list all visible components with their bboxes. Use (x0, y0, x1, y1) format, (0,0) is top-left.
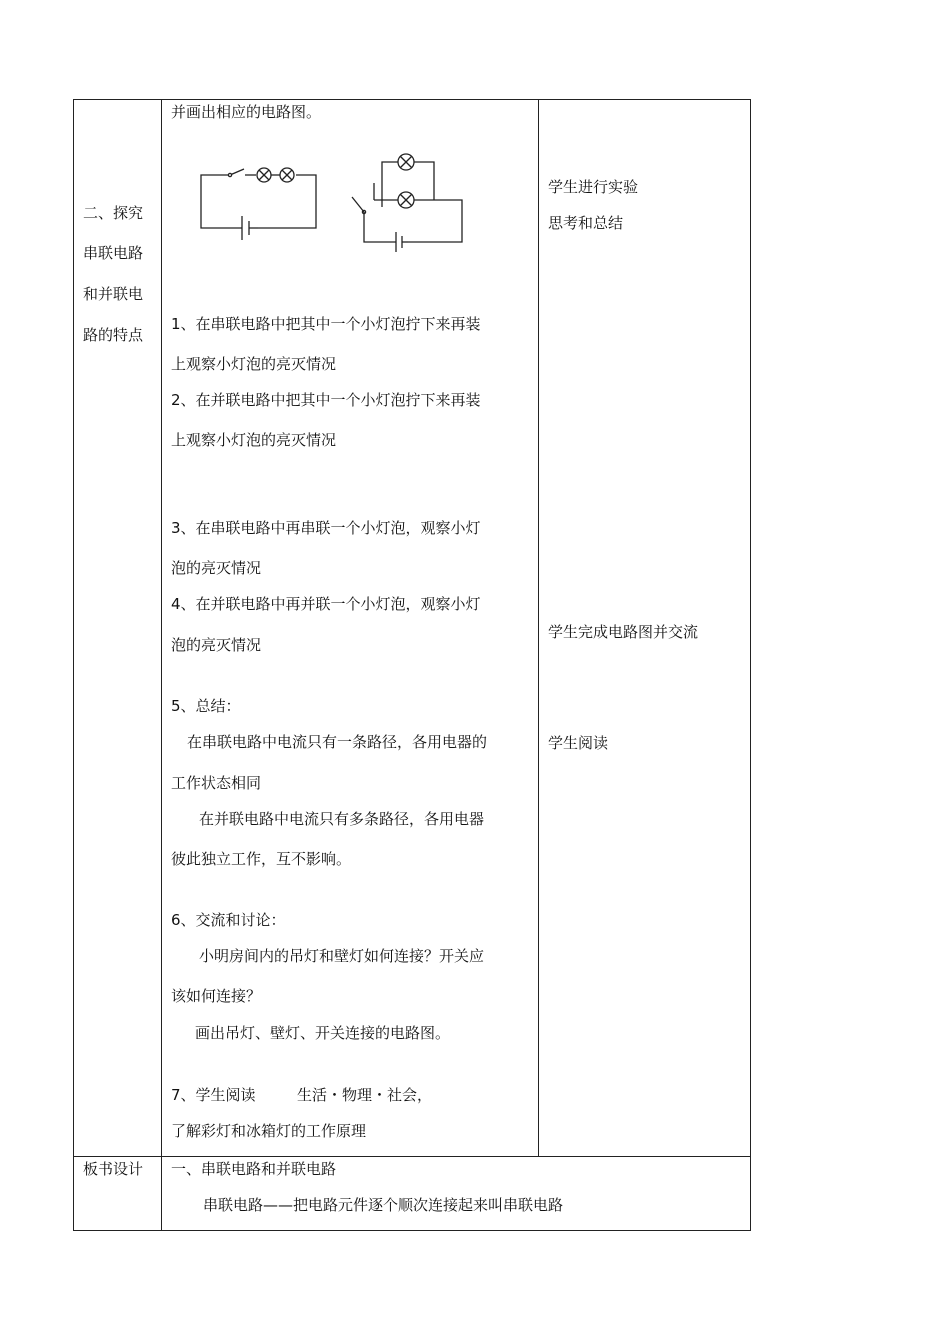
column-divider-1 (161, 99, 162, 1231)
intro-text: 并画出相应的电路图。 (171, 103, 322, 121)
column-divider-2 (538, 99, 539, 1157)
step-6-title: 6、交流和讨论： (171, 911, 286, 929)
series-circuit-diagram (196, 163, 326, 243)
step-4-line-1: 4、在并联电路中再并联一个小灯泡，观察小灯 (171, 595, 481, 613)
summary-parallel-line-2: 彼此独立工作，互不影响。 (171, 850, 352, 868)
step-3-line-1: 3、在串联电路中再串联一个小灯泡，观察小灯 (171, 519, 481, 537)
step-7-label: 7、学生阅读 (171, 1086, 256, 1104)
section-label-line-1: 二、探究 (83, 204, 144, 222)
step-5-title: 5、总结： (171, 697, 241, 715)
step-2-line-2: 上观察小灯泡的亮灭情况 (171, 431, 337, 449)
board-definition: 串联电路——把电路元件逐个顺次连接起来叫串联电路 (203, 1196, 564, 1214)
step-4-line-2: 泡的亮灭情况 (171, 636, 262, 654)
section-label-line-2: 串联电路 (83, 244, 144, 262)
table-left-border (73, 99, 74, 1231)
student-activity-2: 学生完成电路图并交流 (548, 623, 699, 641)
parallel-circuit-diagram (344, 145, 474, 260)
student-activity-3: 学生阅读 (548, 734, 609, 752)
step-3-line-2: 泡的亮灭情况 (171, 559, 262, 577)
table-bottom-border (73, 1230, 751, 1231)
step-1-line-2: 上观察小灯泡的亮灭情况 (171, 355, 337, 373)
step-1-line-1: 1、在串联电路中把其中一个小灯泡拧下来再装 (171, 315, 481, 333)
section-label-line-3: 和并联电 (83, 285, 144, 303)
step-7-line-2: 了解彩灯和冰箱灯的工作原理 (171, 1122, 367, 1140)
student-activity-1-line-2: 思考和总结 (548, 214, 624, 232)
discussion-question-line-1: 小明房间内的吊灯和壁灯如何连接？开关应 (199, 947, 485, 965)
step-7-reading-title: 生活・物理・社会， (297, 1086, 433, 1104)
board-heading: 一、串联电路和并联电路 (171, 1160, 337, 1178)
discussion-question-line-2: 该如何连接？ (171, 987, 262, 1005)
row-divider-board (73, 1156, 751, 1157)
section-label-line-4: 路的特点 (83, 326, 144, 344)
summary-series-line-1: 在串联电路中电流只有一条路径，各用电器的 (187, 733, 488, 751)
summary-parallel-line-1: 在并联电路中电流只有多条路径，各用电器 (199, 810, 485, 828)
discussion-task: 画出吊灯、壁灯、开关连接的电路图。 (195, 1024, 451, 1042)
summary-series-line-2: 工作状态相同 (171, 774, 262, 792)
table-top-border (73, 99, 751, 100)
student-activity-1-line-1: 学生进行实验 (548, 178, 639, 196)
step-2-line-1: 2、在并联电路中把其中一个小灯泡拧下来再装 (171, 391, 481, 409)
table-right-border (750, 99, 751, 1231)
board-design-label: 板书设计 (83, 1160, 144, 1178)
